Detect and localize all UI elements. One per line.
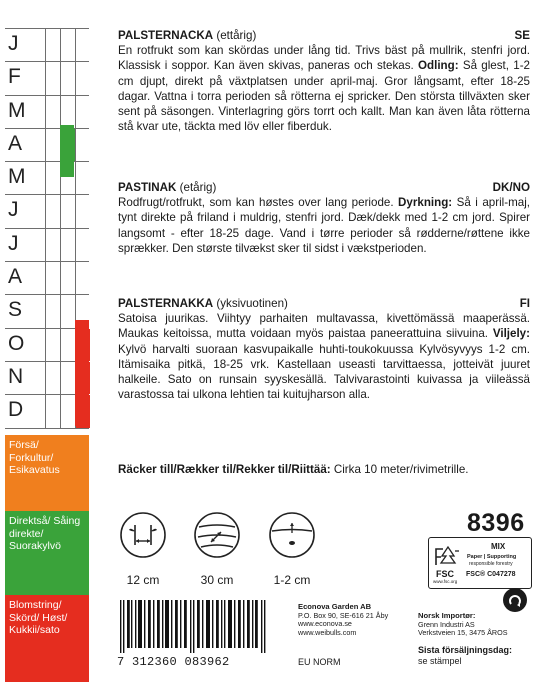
calendar-row-jan (5, 28, 89, 61)
calendar-row-jun (5, 194, 89, 227)
legend-harvest: Blomstring/ Skörd/ Høst/ Kukkii/sato (5, 595, 89, 682)
language-code: FI (519, 297, 530, 310)
importer-address: Verkstveien 15, 3475 ÅROS (418, 628, 508, 638)
calendar-row-mar (5, 95, 89, 128)
month-label: S (8, 298, 23, 322)
article-number: 8396 (467, 509, 525, 537)
fsc-label (428, 537, 532, 589)
eu-norm: EU NORM (298, 657, 341, 667)
section-finnish (118, 296, 530, 402)
calendar-row-jul (5, 228, 89, 261)
company-web-2: www.weibulls.com (298, 627, 357, 637)
language-code: DK/NO (492, 181, 530, 194)
importer-title: Norsk Importør: (418, 611, 476, 620)
importer-info (418, 612, 508, 638)
section-body: Satoisa juurikas. Viihtyy parhaiten multavassa, kivettömässä maaperässä. Maukas keitoissa, mutta voidaan myös paistaa paneerattuina siivuina. Viljely: Kylvö harvalti suoraan kasvupaikalle huhti-toukokuussa Kylvösyvyys 1-2 cm. Itämisaika pitkä, 18-25 vrk. Kastellaan useasti tarvittaessa, jotteivät juuret halkeile. Sato on runsain syyskesällä. Talvivarastointi kuivassa ja viileässä varastossa tai ulkona lehtien tai kuitujharson alla. (118, 312, 530, 402)
section-title: PALSTERNACKA (118, 29, 214, 42)
plant-spacing-label: 30 cm (200, 573, 234, 587)
fsc-site: www.fsc.org (433, 579, 458, 584)
calendar-row-aug (5, 261, 89, 294)
fsc-line2: responsible forestry (469, 561, 513, 567)
yield-info: Räcker till/Rækker til/Rekker til/Riittää: Cirka 10 meter/rivimetrille. (118, 463, 469, 476)
month-label: A (8, 265, 23, 289)
barcode-number: 7 312360 083962 (117, 655, 230, 669)
legend-presow: Försä/ Forkultur/ Esikavatus (5, 435, 89, 511)
plant-spacing-icon (193, 511, 241, 559)
last-sale-date: Sista försäljningsdag: se stämpel (418, 645, 513, 666)
sow-outdoor-bar (60, 125, 74, 177)
row-spacing-label: 12 cm (126, 573, 160, 587)
month-label: A (8, 131, 23, 155)
fsc-code: FSC® C047278 (466, 571, 516, 578)
barcode (120, 600, 266, 653)
month-label: J (8, 32, 19, 55)
month-label: M (8, 98, 26, 122)
importer-company: Grenn Industri AS (418, 619, 475, 629)
company-name: Econova Garden AB (298, 602, 372, 611)
section-swedish (118, 28, 530, 134)
section-subtitle: (yksivuotinen) (216, 297, 288, 310)
month-label: N (8, 364, 24, 388)
section-body: En rotfrukt som kan skördas under lång tid. Trivs bäst på mullrik, stenfri jord. Klassisk i soppor. Kan även skivas, paneras och stekas. Odling: Så glest, 1-2 cm djupt, direkt på växtplatsen under april-maj. Gror långsamt, efter 18-25 dagar. Vattna i torra perioden så rötterna ej spricker. Den största tillväxten sker sent på säsongen. Vinterlagring görs torrt och kallt. Man kan även låta rötterna stå kvar ute, täckta med löv eller fiberduk. (118, 44, 531, 134)
sowing-depth-icon (268, 511, 316, 559)
calendar-row-feb (5, 61, 89, 94)
section-title: PASTINAK (118, 181, 177, 194)
section-subtitle: (ettårig) (216, 29, 257, 42)
calendar-row-may (5, 161, 89, 194)
fsc-mix: MIX (491, 542, 506, 551)
harvest-bar (75, 320, 89, 426)
fsc-logo-text: FSC (436, 569, 454, 579)
month-label: O (8, 331, 25, 355)
recycle-icon (503, 588, 527, 612)
section-body: Rodfrugt/rotfrukt, som kan høstes over lang periode. Dyrkning: Så i april-maj, tynt direkte på friland i muldrig, stenfri jord. Dæk/dekk med 1-2 cm jord. Spirer langsomt - efter 18-25 dage. Vand i tørre perioder så rødderne/røttene ikke sprækker. Den største tilvækst sker til sidst i vækstperioden. (118, 196, 530, 255)
month-label: M (8, 165, 26, 189)
company-info (298, 603, 388, 637)
sowing-depth-label: 1-2 cm (273, 573, 311, 587)
month-label: J (8, 231, 19, 255)
section-title: PALSTERNAKKA (118, 297, 214, 310)
company-web-1: www.econova.se (298, 619, 352, 629)
language-code: SE (514, 29, 530, 42)
section-subtitle: (etårig) (179, 181, 217, 194)
section-danish-norwegian (118, 180, 530, 256)
calendar-row-apr (5, 128, 89, 161)
fsc-line1: Paper | Supporting (467, 554, 517, 560)
month-label: D (8, 398, 24, 422)
row-spacing-icon (119, 511, 167, 559)
month-label: F (8, 65, 21, 89)
legend-direct-sow: Direktså/ Såing direkte/ Suorakylvö (5, 511, 89, 595)
month-label: J (8, 198, 19, 222)
fsc-tree-icon (433, 543, 463, 569)
company-address: P.O. Box 90, SE-616 21 Åby (298, 610, 389, 620)
